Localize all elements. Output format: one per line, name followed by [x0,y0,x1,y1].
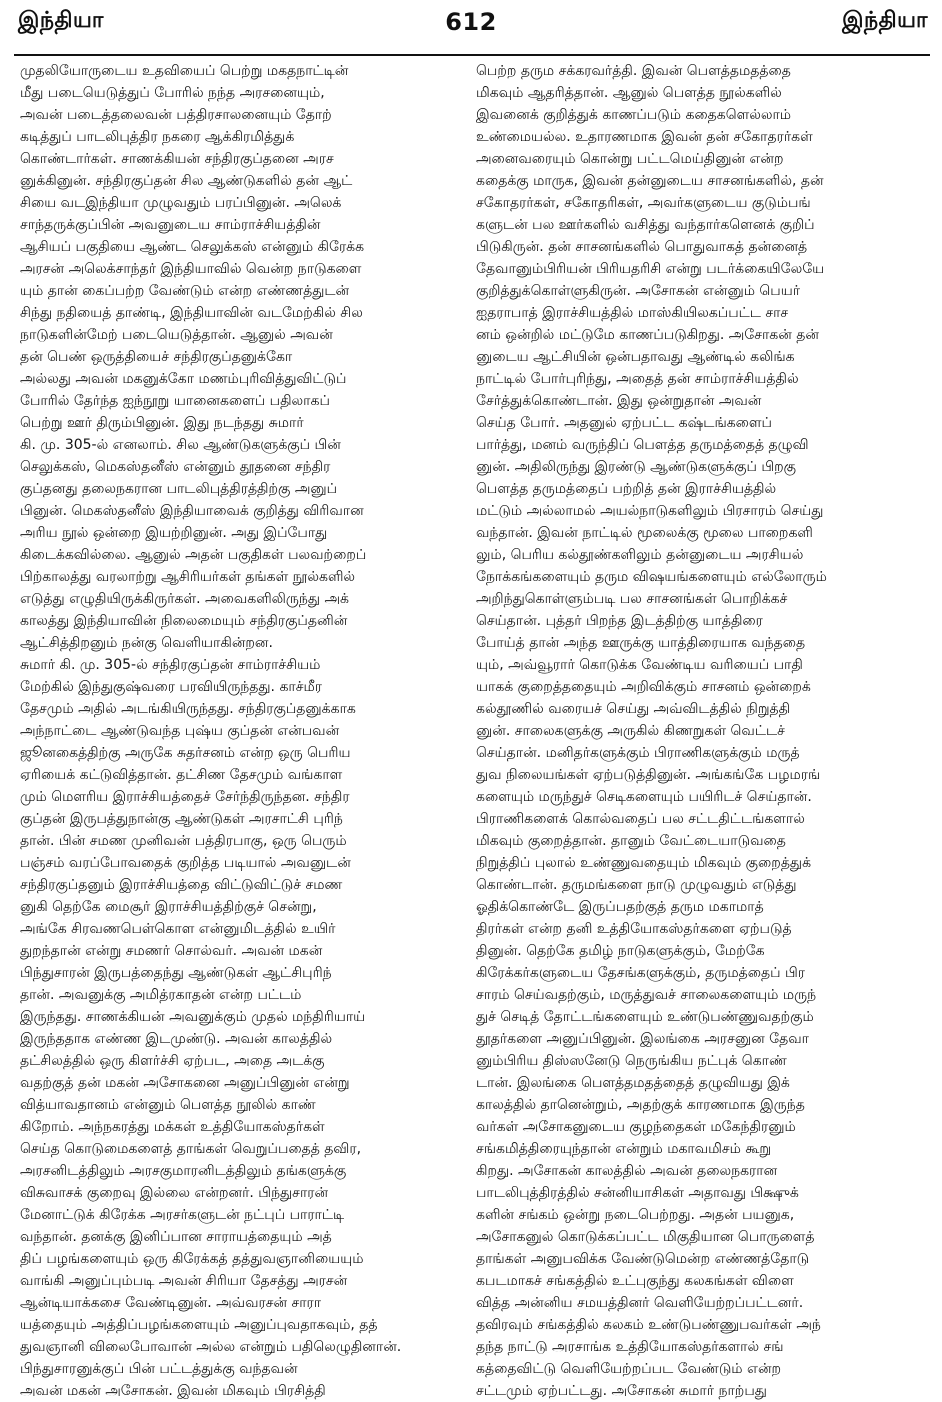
running-head-right: இந்தியா [842,8,928,33]
text-line: வந்தான். தனக்கு இனிப்பான சாராயத்தையும் அத் [20,1229,332,1245]
left-column [20,60,465,1399]
text-line: பௌத்த தருமத்தைப் பற்றித் தன் இராச்சியத்தில் [476,481,777,497]
running-head-left: இந்தியா [18,8,104,33]
text-line: யும் தான் கைப்பற்ற வேண்டும் என்ற எண்ணத்துடன் [20,283,350,299]
text-line: தான். அவனுக்கு அமித்ரகாதன் என்ற பட்டம் [20,987,302,1003]
text-line: னம் ஒன்றில் மட்டுமே காணப்படுகிறது. அசோகன் தன் [476,327,819,343]
text-line: பெற்ற தரும சக்கரவர்த்தி. இவன் பௌத்தமதத்தை [476,63,791,79]
text-line: சிந்து நதியைத் தாண்டி, இந்தியாவின் வடமேற்கில் சில [20,305,363,321]
text-line: பினுன். மெகஸ்தனீஸ் இந்தியாவைக் குறித்து விரிவான [20,503,364,519]
text-line: கபடமாகச் சங்கத்தில் உட்புகுந்து கலகங்கள் விளை [476,1273,794,1289]
text-line: துறந்தான் என்று சமணர் சொல்வர். அவன் மகன் [20,943,323,959]
text-line: பாடலிபுத்திரத்தில் சன்னியாசிகள் அதாவது பிக்ஷுக் [476,1185,799,1201]
text-line: களுடன் பல ஊர்களில் வசித்து வந்தார்களெனக் குறிப் [476,217,815,233]
text-line: தந்த நாட்டு அரசாங்க உத்தியோகஸ்தர்களால் சங் [476,1339,784,1355]
text-line: அவன் படைத்தலைவன் பத்திரசாலனையும் தோற் [20,107,332,123]
text-line: உண்மையல்ல. உதாரணமாக இவன் தன் சகோதரர்கள் [476,129,813,145]
text-line: னுகி தெற்கே மைசூர் இராச்சியத்திற்குச் சென்று, [20,899,317,915]
text-line: சியை வடஇந்தியா முழுவதும் பரப்பினுன். அலெக் [20,195,342,211]
text-line: காலத்து இந்தியாவின் நிலைமையும் சந்திரகுப்தனின் [20,613,348,629]
text-line: தான். பின் சமண முனிவன் பத்திரபாகு, ஒரு பெரும் [20,833,347,849]
text-line: சந்திரகுப்தனும் இராச்சியத்தை விட்டுவிட்டுச் சமண [20,877,343,893]
text-line: போய்த் தான் அந்த ஊருக்கு யாத்திரையாக வந்ததை [476,635,806,651]
text-line: டான். இலங்கை பௌத்தமதத்தைத் தழுவியது இக் [476,1075,790,1091]
text-line: அசோகனுல் கொடுக்கப்பட்ட மிகுதியான பொருளைத் [476,1229,815,1245]
text-line: கிறோம். அந்நகரத்து மக்கள் உத்தியோகஸ்தர்கள் [20,1119,325,1135]
text-line: அங்கே சிரவணபெள்கொள என்னுமிடத்தில் உயிர் [20,921,336,937]
text-line: போரில் தேர்ந்த ஐந்நூறு யானைகளைப் பதிலாகப் [20,393,330,409]
text-line: னும்பிரிய திஸ்ஸனேடு நெருங்கிய நட்புக் கொண் [476,1053,787,1069]
text-line: வதற்குத் தன் மகன் அசோகனை அனுப்பினுன் என்று [20,1075,350,1091]
text-line: அரசன் அலெக்சாந்தர் இந்தியாவில் வென்ற நாடுகளை [20,261,362,277]
text-line: எடுத்து எழுதியிருக்கிருர்கள். அவைகளிலிருந்து அக் [20,591,349,607]
text-line: தேவானும்பிரியன் பிரியதரிசி என்று படர்க்கையிலேயே [476,261,825,277]
text-line: அவன் மகன் அசோகன். இவன் மிகவும் பிரசித்தி [20,1383,326,1399]
text-line: சேர்த்துக்கொண்டான். இது ஒன்றுதான் அவன் [476,393,762,409]
text-line: வித்யாவதானம் என்னும் பௌத்த நூலில் காண் [20,1097,316,1113]
text-line: யத்தையும் அத்திப்பழங்களையும் அனுப்புவதாகவும், தத் [20,1317,378,1333]
text-line: திப் பழங்களையும் ஒரு கிரேக்கத் தத்துவஞானியையும் [20,1251,364,1267]
text-line: பெற்று ஊர் திரும்பினுன். இது நடந்தது சுமார் [20,415,304,431]
text-line: கிரேக்கர்களுடைய தேசங்களுக்கும், தருமத்தைப் பிர [476,965,806,981]
text-line: நிறுத்திப் புலால் உண்ணுவதையும் மிகவும் குறைத்துக் [476,855,812,871]
text-line: திரர்கள் என்ற தனி உத்தியோகஸ்தர்களை ஏற்படுத் [476,921,792,937]
text-line: செய்தான். மனிதர்களுக்கும் பிராணிகளுக்கும் மருத் [476,745,800,761]
text-line: னுன். சாலைகளுக்கு அருகில் கிணறுகள் வெட்டச் [476,723,785,739]
text-line: மும் மௌரிய இராச்சியத்தைச் சேர்ந்திருந்தன. சந்திர [20,789,350,805]
text-line: முதலியோருடைய உதவியைப் பெற்று மகதநாட்டின் [20,63,349,79]
text-line: கொண்டான். தருமங்களை நாடு முழுவதும் எடுத்து [476,877,797,893]
text-line: செலுக்கஸ், மெகஸ்தனீஸ் என்னும் தூதனை சந்திர [20,459,331,475]
text-line: அல்லது அவன் மகனுக்கோ மணம்புரிவித்துவிட்டுப் [20,371,347,387]
text-line: கதைக்கு மாருக, இவன் தன்னுடைய சாசனங்களில், தன் [476,173,824,189]
text-line: நோக்கங்களையும் தரும விஷயங்களையும் எல்லோரும் [476,569,827,585]
text-line: ஐதராபாத் இராச்சியத்தில் மாஸ்கியிலகப்பட்ட சாச [476,305,789,321]
text-line: நாடுகளின்மேற் படையெடுத்தான். ஆனுல் அவன் [20,327,333,343]
text-line: அந்நாட்டை ஆண்டுவந்த புஷ்ய குப்தன் என்பவன் [20,723,340,739]
text-line: தேசமும் அதில் அடங்கியிருந்தது. சந்திரகுப்தனுக்காக [20,701,356,717]
text-line: கிறது. அசோகன் காலத்தில் அவன் தலைநகரான [476,1163,778,1179]
text-line: துச் செடித் தோட்டங்களையும் உண்டுபண்ணுவதற்கும் [476,1009,814,1025]
text-line: களின் சங்கம் ஒன்று நடைபெற்றது. அதன் பயனுக, [476,1207,795,1223]
text-line: ஆசியப் பகுதியை ஆண்ட செலுக்கஸ் என்னும் கிரேக்க [20,239,365,255]
text-line: தினுன். தெற்கே தமிழ் நாடுகளுக்கும், மேற்கே [476,943,765,959]
text-line: தன் பெண் ஒருத்தியைச் சந்திரகுப்தனுக்கோ [20,349,293,365]
text-line: னுன். அதிலிருந்து இரண்டு ஆண்டுகளுக்குப் பிறகு [476,459,797,475]
text-line: மிகவும் ஆதரித்தான். ஆனுல் பௌத்த நூல்களில் [476,85,782,101]
text-line: தாங்கள் அனுபவிக்க வேண்டுமென்ற எண்ணத்தோடு [476,1251,810,1267]
text-line: ஏரியைக் கட்டுவித்தான். தட்சிண தேசமும் வங்காள [20,767,343,783]
right-column [476,60,921,1399]
text-line: சாரம் செய்வதற்கும், மருத்துவச் சாலைகளையும் மருந் [476,987,817,1003]
text-line: வந்தான். இவன் நாட்டில் மூலைக்கு மூலை பாறைகளி [476,525,813,541]
text-line: நாட்டில் போர்புரிந்து, அதைத் தன் சாம்ராச்சியத்தில் [476,371,799,387]
text-line: துவ நிலையங்கள் ஏற்படுத்தினுன். அங்கங்கே பழமரங் [476,767,821,783]
text-line: துவஞானி விலைபோவான் அல்ல என்றும் பதிலெழுதினான். [20,1339,402,1355]
text-line: வர்கள் அசோகனுடைய குழந்தைகள் மகேந்திரனும் [476,1119,796,1135]
text-line: வாங்கி அனுப்பும்படி அவன் சிரியா தேசத்து அரசன் [20,1273,348,1289]
text-line: கொண்டார்கள். சாணக்கியன் சந்திரகுப்தனை அரச [20,151,334,167]
text-line: கத்தைவிட்டு வெளியேற்றப்பட வேண்டும் என்ற [476,1361,782,1377]
text-line: தட்சிலத்தில் ஒரு கிளர்ச்சி ஏற்பட, அதை அடக்கு [20,1053,325,1069]
text-line: மீது படையெடுத்துப் போரில் நந்த அரசனையும், [20,85,325,101]
text-line: யாகக் குறைத்ததையும் அறிவிக்கும் சாசனம் ஒன்றைக் [476,679,811,695]
text-line: கி. மு. 305-ல் எனலாம். சில ஆண்டுகளுக்குப் பின் [20,437,341,453]
text-line: மட்டும் அல்லாமல் அயல்நாடுகளிலும் பிரசாரம் செய்து [476,503,824,519]
text-line: மேற்கில் இந்துகுஷ்வரை பரவியிருந்தது. காச்மீர [20,679,322,695]
text-line: காலத்தில் தானென்றும், அதற்குக் காரணமாக இருந்த [476,1097,805,1113]
text-line: குப்தனது தலைநகரான பாடலிபுத்திரத்திற்கு அனுப் [20,481,338,497]
text-line: அறிந்துகொள்ளும்படி பல சாசனங்கள் பொறிக்கச் [476,591,788,607]
text-line: கல்தூணில் வரையச் செய்து அவ்விடத்தில் நிறுத்தி [476,701,791,717]
text-line: சட்டமும் ஏற்பட்டது. அசோகன் சுமார் நாற்பது [476,1383,767,1399]
text-line: னுடைய ஆட்சியின் ஒன்பதாவது ஆண்டில் கலிங்க [476,349,795,365]
text-line: மிகவும் குறைத்தான். தானும் வேட்டையாடுவதை [476,833,786,849]
text-line: வித்த அன்னிய சமயத்தினர் வெளியேற்றப்பட்டனர். [476,1295,804,1311]
text-line: சுமார் கி. மு. 305-ல் சந்திரகுப்தன் சாம்ராச்சியம் [20,657,321,673]
text-line: ஆட்சித்திறனும் நன்கு வெளியாகின்றன. [20,635,273,651]
text-line: னுக்கினுன். சந்திரகுப்தன் சில ஆண்டுகளில் தன் ஆட் [20,173,353,189]
text-line: இருந்தது. சாணக்கியன் அவனுக்கும் முதல் மந்திரியாய் [20,1009,366,1025]
text-line: செய்த போர். அதனுல் ஏற்பட்ட கஷ்டங்களைப் [476,415,772,431]
text-line: சாந்தருக்குப்பின் அவனுடைய சாம்ராச்சியத்தின் [20,217,321,233]
text-line: இவனைக் குறித்துக் காணப்படும் கதைகளெல்லாம் [476,107,792,123]
text-line: பிராணிகளைக் கொல்வதைப் பல சட்டதிட்டங்களால் [476,811,805,827]
text-line: குறித்துக்கொள்ளுகிருன். அசோகன் என்னும் பெயர் [476,283,801,299]
text-line: பிந்துசாரன் இருபத்தைந்து ஆண்டுகள் ஆட்சிபுரிந் [20,965,332,981]
text-line: கிடைக்கவில்லை. ஆனுல் அதன் பகுதிகள் பலவற்றைப் [20,547,367,563]
text-line: லும், பெரிய கல்தூண்களிலும் தன்னுடைய அரசியல் [476,547,804,563]
text-line: ஆன்டியாக்கசை வேண்டினுன். அவ்வரசன் சாரா [20,1295,322,1311]
text-line: பார்த்து, மனம் வருந்திப் பௌத்த தருமத்தைத் தழுவி [476,437,809,453]
page-number: 612 [445,8,497,36]
text-line: செய்த கொடுமைகளைத் தாங்கள் வெறுப்பதைத் தவிர, [20,1141,362,1157]
text-line: அரசனிடத்திலும் அரசகுமாரனிடத்திலும் தங்களுக்கு [20,1163,347,1179]
text-line: விசுவாசக் குறைவு இல்லை என்றனர். பிந்துசாரன் [20,1185,329,1201]
text-line: பஞ்சம் வரப்போவதைக் குறித்த படியால் அவனுடன் [20,855,351,871]
text-line: யும், அவ்வூரார் கொடுக்க வேண்டிய வரியைப் பாதி [476,657,803,673]
text-line: சகோதரர்கள், சகோதரிகள், அவர்களுடைய குடும்பங் [476,195,811,211]
text-line: பிடுகிருன். தன் சாசனங்களில் பொதுவாகத் தன்னைத் [476,239,808,255]
text-line: அனைவரையும் கொன்று பட்டமெய்தினுன் என்ற [476,151,784,167]
text-line: தவிரவும் சங்கத்தில் கலகம் உண்டுபண்ணுபவர்கள் அந் [476,1317,821,1333]
text-line: கடித்துப் பாடலிபுத்திர நகரை ஆக்கிரமித்துக் [20,129,295,145]
text-line: பிற்காலத்து வரலாற்று ஆசிரியர்கள் தங்கள் நூல்களில் [20,569,356,585]
text-line: ஓதிக்கொண்டே இருப்பதற்குத் தரும மகாமாத் [476,899,764,915]
text-line: மேனாட்டுக் கிரேக்க அரசர்களுடன் நட்புப் பாராட்டி [20,1207,345,1223]
text-line: குப்தன் இருபத்துநான்கு ஆண்டுகள் அரசாட்சி புரிந் [20,811,343,827]
text-line: செய்தான். புத்தர் பிறந்த இடத்திற்கு யாத்திரை [476,613,763,629]
header-rule [14,54,930,56]
text-line: தூதர்களை அனுப்பினுன். இலங்கை அரசனுன தேவா [476,1031,809,1047]
text-line: களையும் மருந்துச் செடிகளையும் பயிரிடச் செய்தான். [476,789,812,805]
text-line: ஜூனகைத்திற்கு அருகே சுதர்சனம் என்ற ஒரு பெரிய [20,745,351,761]
text-line: இருந்ததாக எண்ண இடமுண்டு. அவன் காலத்தில் [20,1031,333,1047]
text-line: அரிய நூல் ஒன்றை இயற்றினுன். அது இப்போது [20,525,328,541]
text-line: சங்கமித்திரையுந்தான் என்றும் மகாவமிசம் கூறு [476,1141,772,1157]
text-line: பிந்துசாரனுக்குப் பின் பட்டத்துக்கு வந்தவன் [20,1361,298,1377]
